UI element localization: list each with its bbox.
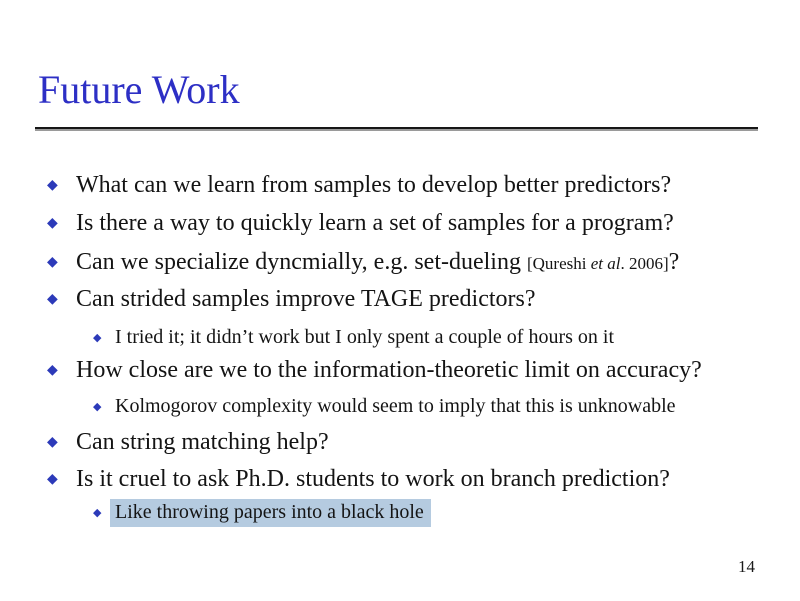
citation-text: [Qureshi <box>526 254 591 273</box>
bullet-text: Is there a way to quickly learn a set of samples for a program? <box>76 210 674 236</box>
sub-bullet-row <box>93 393 676 420</box>
page-number: 14 <box>738 557 755 576</box>
sub-bullet-row <box>93 499 431 527</box>
bullet-row <box>47 464 670 494</box>
highlighted-sub-bullet-text: Like throwing papers into a black hole <box>110 499 431 527</box>
diamond-bullet-icon: ◆ <box>47 434 58 450</box>
sub-bullet-text: Kolmogorov complexity would seem to imply that this is unknowable <box>115 395 676 417</box>
diamond-bullet-icon: ◆ <box>47 291 58 307</box>
bullet-text: What can we learn from samples to develop better predictors? <box>76 172 672 198</box>
bullet-text-main: Can we specialize dyncmially, e.g. set-dueling <box>76 249 527 275</box>
citation-et-al: et al <box>590 254 621 273</box>
bullet-text: Can strided samples improve TAGE predictors? <box>76 286 536 312</box>
slide-title: Future Work <box>38 67 240 112</box>
bullet-text: How close are we to the information-theoretic limit on accuracy? <box>76 357 702 383</box>
sub-bullet-row <box>93 324 614 351</box>
diamond-bullet-icon: ◆ <box>93 506 102 519</box>
bullet-text: Can string matching help? <box>76 429 329 455</box>
bullet-row <box>47 284 536 314</box>
sub-bullet-text: I tried it; it didn’t work but I only spent a couple of hours on it <box>115 326 615 348</box>
title-divider-line <box>35 127 758 131</box>
diamond-bullet-icon: ◆ <box>93 400 102 413</box>
bullet-text <box>76 247 679 279</box>
citation-year: . 2006] <box>620 254 669 273</box>
diamond-bullet-icon: ◆ <box>47 215 58 231</box>
diamond-bullet-icon: ◆ <box>93 331 102 344</box>
bullet-text: Is it cruel to ask Ph.D. students to work on branch prediction? <box>76 466 670 492</box>
bullet-text-question-mark: ? <box>668 249 680 275</box>
bullet-row <box>47 355 702 385</box>
diamond-bullet-icon: ◆ <box>47 362 58 378</box>
bullet-row <box>47 427 329 457</box>
bullet-row <box>47 170 671 200</box>
diamond-bullet-icon: ◆ <box>47 254 58 270</box>
diamond-bullet-icon: ◆ <box>47 177 58 193</box>
bullet-row <box>47 208 674 238</box>
diamond-bullet-icon: ◆ <box>47 471 58 487</box>
bullet-row <box>47 247 679 279</box>
